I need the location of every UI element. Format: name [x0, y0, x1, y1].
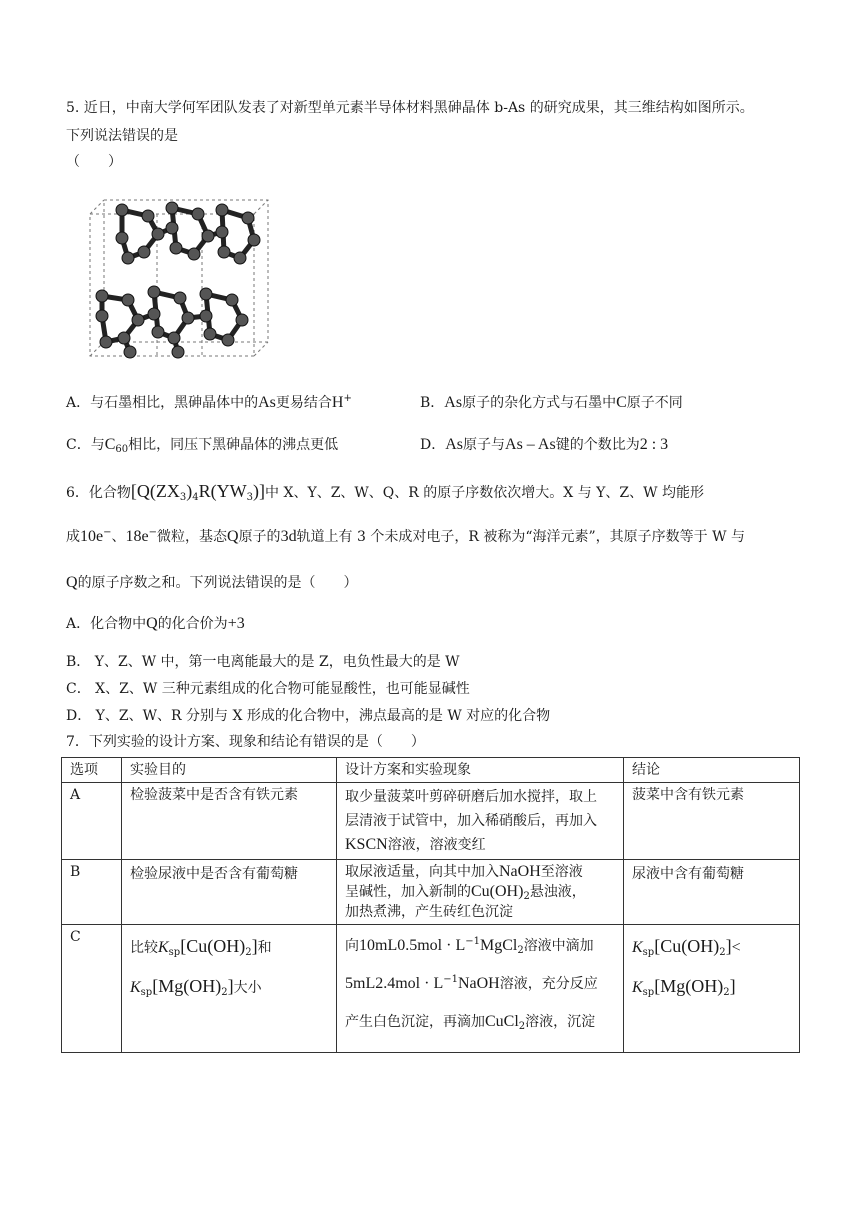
q6-stem-line3: Q的原子序数之和。下列说法错误的是（ ）: [66, 574, 358, 591]
q5-stem-line1: 5. 近日，中南大学何军团队发表了对新型单元素半导体材料黑砷晶体 b-As 的研究成果，其三维结构如图所示。: [66, 100, 754, 116]
header-option: 选项: [62, 758, 122, 783]
table-row: [62, 925, 800, 1053]
q5-answer-bracket: （ ）: [66, 154, 122, 170]
q6-option-b: B． Y、Z、W 中，第一电离能最大的是 Z，电负性最大的是 W: [66, 654, 460, 670]
row-b-design: 取尿液适量，向其中加入NaOH至溶液 呈碱性，加入新制的$Cu(OH)_2$悬浊液， 加热煮沸，产生砖红色沉淀: [337, 860, 624, 925]
row-b-purpose: 检验尿液中是否含有葡萄糖: [122, 860, 337, 925]
q5-stem-line2: 下列说法错误的是: [66, 128, 178, 144]
q6-option-c: C． X、Z、W 三种元素组成的化合物可能显酸性，也可能显碱性: [66, 681, 470, 697]
table-header-row: [62, 758, 800, 783]
q7-stem: 7．下列实验的设计方案、现象和结论有错误的是（ ）: [66, 734, 425, 750]
q6-option-d: D． Y、Z、W、R 分别与 X 形成的化合物中，沸点最高的是 W 对应的化合物: [66, 708, 551, 724]
q6-stem-line1: 6．化合物$[Q(ZX_3)_4R(YW_3)]$中 X、Y、Z、W、Q、R 的原子序数依次增大。X 与 Y、Z、W 均能形: [66, 481, 704, 503]
q5-option-b: B．As原子的杂化方式与石墨中C原子不同: [420, 394, 683, 411]
row-c-design: 向$10mL0.5mol \cdot L^{-1}MgCl_2$溶液中滴加 $5mL2.4mol \cdot L^{-1}NaOH$溶液，充分反应 产生白色沉淀，再滴加CuCl$_2$溶液，沉淀: [337, 925, 624, 1053]
q6-option-a: A．化合物中Q的化合价为+3: [66, 615, 245, 632]
row-b-conclusion: 尿液中含有葡萄糖: [624, 860, 800, 925]
row-c-purpose: 比较$K_{sp}[Cu(OH)_2]$和 $K_{sp}[Mg(OH)_2]$大小: [122, 925, 337, 1053]
row-b-option: B: [62, 860, 122, 925]
header-purpose: 实验目的: [122, 758, 337, 783]
row-a-design: 取少量菠菜叶剪碎研磨后加水搅拌，取上 层清液于试管中，加入稀硝酸后，再加入 KSCN溶液，溶液变红: [337, 783, 624, 860]
black-arsenic-crystal-figure: [82, 192, 278, 364]
row-a-option: A: [62, 783, 122, 860]
q5-option-a: A．与石墨相比，黑砷晶体中的As更易结合H+: [66, 393, 352, 411]
header-design: 设计方案和实验现象: [337, 758, 624, 783]
q6-stem-line2: 成10e−、18e−微粒，基态Q原子的3d轨道上有 3 个未成对电子，R 被称为“海洋元素”，其原子序数等于 W 与: [66, 527, 745, 545]
row-c-conclusion: $K_{sp}[Cu(OH)_2]<$ $K_{sp}[Mg(OH)_2]$: [624, 925, 800, 1053]
table-row: [62, 860, 800, 925]
q5-option-d: D．As原子与As – As键的个数比为2 : 3: [420, 436, 669, 453]
header-conclusion: 结论: [624, 758, 800, 783]
q5-option-c: C．与$C_{60}$相比，同压下黑砷晶体的沸点更低: [66, 436, 339, 455]
experiment-table: [61, 757, 800, 1053]
row-c-option: C: [62, 925, 122, 1053]
row-a-conclusion: 菠菜中含有铁元素: [624, 783, 800, 860]
row-a-purpose: 检验菠菜中是否含有铁元素: [122, 783, 337, 860]
table-row: [62, 783, 800, 860]
